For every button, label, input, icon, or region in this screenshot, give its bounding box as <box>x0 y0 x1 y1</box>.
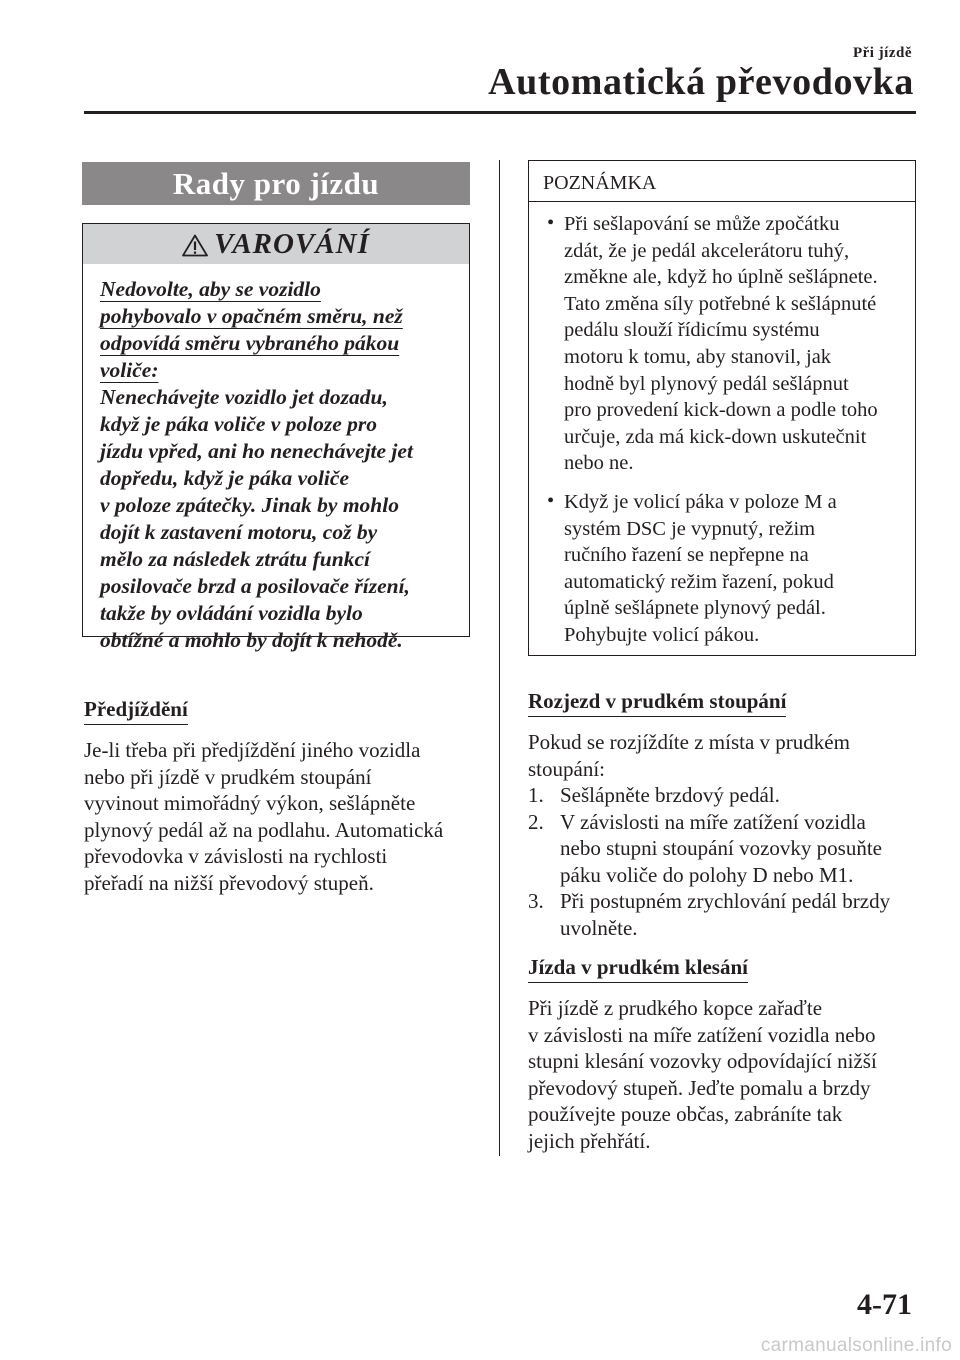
note-item <box>543 211 909 477</box>
note-line: motoru k tomu, aby stanovil, jak <box>564 345 832 368</box>
paragraph-line: převodovka v závislosti na rychlosti <box>84 844 388 868</box>
warning-title: VAROVÁNÍ <box>214 228 370 260</box>
paragraph-line: stoupání: <box>528 756 605 781</box>
paragraph-line: jejich přehřátí. <box>528 1128 651 1153</box>
paragraph-line: plynový pedál až na podlahu. Automatická <box>84 817 444 842</box>
warning-line: jízdu vpřed, ani ho nenechávejte jet <box>100 439 413 463</box>
section-label: Při jízdě <box>852 45 912 61</box>
step-line: uvolněte. <box>560 915 638 940</box>
warning-line: obtížné a mohlo by dojít k nehodě. <box>100 628 403 652</box>
note-line: určuje, zda má kick-down uskutečnit <box>564 425 867 448</box>
note-line: Když je volicí páka v poloze M a <box>564 491 837 513</box>
note-line: ručního řazení se nepřepne na <box>564 544 809 567</box>
note-line: pro provedení kick-down a podle toho <box>564 399 878 422</box>
warning-line: dopředu, když je páka voliče <box>100 466 349 490</box>
uphill-start-heading: Rozjezd v prudkém stoupání <box>528 688 786 717</box>
step-number: 1. <box>528 783 544 807</box>
warning-line: Nenechávejte vozidlo jet dozadu, <box>100 385 388 409</box>
note-box <box>528 160 916 656</box>
warning-line: když je páka voliče v poloze pro <box>100 412 378 436</box>
warning-emphasis-line: odpovídá směru vybraného pákou <box>100 331 400 355</box>
paragraph-line: převodový stupeň. Jeďte pomalu a brzdy <box>528 1075 871 1100</box>
step-number: 3. <box>528 889 544 913</box>
note-line: Pohybujte volicí pákou. <box>564 623 760 646</box>
warning-line: takže by ovládání vozidla bylo <box>100 601 363 625</box>
step-line: V závislosti na míře zatížení vozidla <box>560 809 866 834</box>
step-line: páku voliče do polohy D nebo M1. <box>560 862 854 887</box>
warning-emphasis-line: pohybovalo v opačném směru, než <box>100 304 403 328</box>
warning-box <box>82 223 470 652</box>
note-line: pedálu slouží řídicímu systému <box>564 319 820 342</box>
note-title: POZNÁMKA <box>529 161 915 202</box>
warning-line: mělo za následek ztrátu funkcí <box>100 547 370 571</box>
step-item <box>528 782 918 809</box>
note-line: Při sešlapování se může zpočátku <box>564 213 840 235</box>
note-line: změkne ale, když ho úplně sešlápnete. <box>564 266 878 289</box>
warning-emphasis-line: voliče: <box>100 358 159 382</box>
note-line: Tato změna síly potřebné k sešlápnuté <box>564 292 877 315</box>
note-item <box>543 489 909 649</box>
warning-line: v poloze zpátečky. Jinak by mohlo <box>100 493 399 517</box>
header-rule <box>84 111 916 114</box>
warning-header <box>83 224 469 264</box>
note-line: systém DSC je vypnutý, režim <box>564 517 816 540</box>
note-line: automatický režim řazení, pokud <box>564 570 834 593</box>
paragraph-line: používejte pouze občas, zabráníte tak <box>528 1102 843 1126</box>
bullet-icon: • <box>547 212 555 234</box>
warning-triangle-icon <box>182 234 208 257</box>
step-number: 2. <box>528 809 544 834</box>
step-item <box>528 809 918 889</box>
paragraph-line: nebo při jízdě v prudkém stoupání <box>84 764 372 789</box>
note-line: nebo ne. <box>564 452 634 475</box>
page-number: 4-71 <box>857 1288 912 1321</box>
warning-line: dojít k zastavení motoru, což by <box>100 520 378 544</box>
section-title-banner: Rady pro jízdu <box>82 162 470 205</box>
paragraph-line: přeřadí na nižší převodový stupeň. <box>84 870 374 895</box>
bullet-icon: • <box>547 490 555 512</box>
downhill-heading: Jízda v prudkém klesání <box>528 954 748 983</box>
paragraph-line: Je-li třeba při předjíždění jiného vozidla <box>84 738 421 762</box>
step-item <box>528 888 918 941</box>
warning-emphasis-line: Nedovolte, aby se vozidlo <box>100 277 321 301</box>
warning-line: posilovače brzd a posilovače řízení, <box>100 574 410 598</box>
note-line: zdát, že je pedál akcelerátoru tuhý, <box>564 239 850 262</box>
overtaking-heading: Předjíždění <box>84 696 188 725</box>
overtaking-paragraph <box>84 737 484 896</box>
paragraph-line: stupni klesání vozovky odpovídající nižší <box>528 1049 877 1073</box>
paragraph-line: vyvinout mimořádný výkon, sešlápněte <box>84 791 416 815</box>
chapter-title: Automatická převodovka <box>488 61 914 103</box>
downhill-paragraph <box>528 995 918 1154</box>
step-line: Sešlápněte brzdový pedál. <box>560 783 780 807</box>
paragraph-line: Pokud se rozjíždíte z místa v prudkém <box>528 730 850 754</box>
uphill-intro <box>528 729 918 782</box>
uphill-steps-list <box>528 782 918 941</box>
column-divider <box>499 160 500 1156</box>
step-line: Při postupném zrychlování pedál brzdy <box>560 889 891 913</box>
paragraph-line: Při jízdě z prudkého kopce zařaďte <box>528 996 823 1020</box>
note-line: hodně byl plynový pedál sešlápnut <box>564 372 849 395</box>
paragraph-line: v závislosti na míře zatížení vozidla nebo <box>528 1022 876 1047</box>
warning-text <box>100 276 462 654</box>
step-line: nebo stupni stoupání vozovky posuňte <box>560 836 882 860</box>
note-line: úplně sešlápnete plynový pedál. <box>564 597 826 620</box>
watermark: carmanualsonline.info <box>760 1335 952 1356</box>
